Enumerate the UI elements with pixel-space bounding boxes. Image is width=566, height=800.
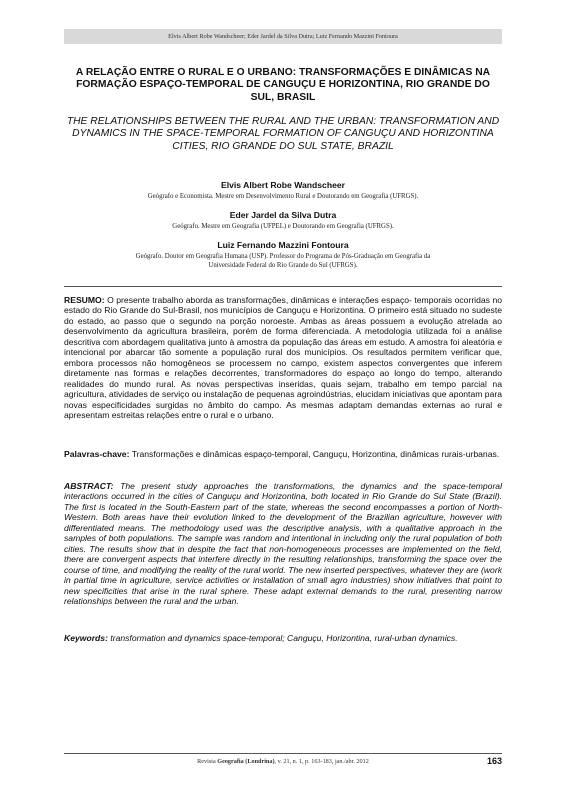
footer-journal: Geografia (Londrina)	[217, 758, 275, 765]
resumo-paragraph	[64, 295, 502, 420]
page-number: 163	[486, 756, 502, 766]
abstract-label: ABSTRACT:	[64, 481, 114, 491]
abstract-text: The present study approaches the transformations, the dynamics and the space-temporal interactions occurred in the cities of Canguçu and Horizontina, both located in Rio Grande do Sul State (Brazil). The first is located in the South-Eastern part of the state, whereas the second encompasses a portion of North-Western. Both areas have their evolution linked to the development of the Brazilian agriculture, however with differentiated means. The methodology used was the descriptive analysis, with a qualitative approach in the samples of both populations. The sample was random and intentional in including only the rural population of both cities. The results show that in despite the fact that non-homogeneous processes are implemented on the field, there are convergent aspects that interfere directly in the resulting relationships, transforming the space over the course of time, and modifying the reality of the rural world. The new inserted perspectives, whatever they are (work in partial time in agriculture, service activities or installation of small agro industries) show initiatives that point to new specificities that arise in the rural sphere. These adapt external demands to the rural, presenting narrow relationships between the rural and the urban.	[64, 481, 502, 606]
keywords-text: transformation and dynamics space-temporal; Canguçu, Horizontina, rural-urban dynamics.	[110, 633, 458, 643]
author-block-3	[64, 240, 502, 270]
resumo-text: O presente trabalho aborda as transformações, dinâmicas e interações espaço- temporais ocorridas no estado do Rio Grande do Sul-Brasil, nos municípios de Canguçu e Horizontina. O primeiro está situado no sudeste do estado, ao passo que o segundo na porção noroeste. Ambas as áreas possuem a evolução atrelada ao desenvolvimento da agricultura brasileira, porém de forma diferenciada. A metodologia utilizada foi a análise descritiva com abordagem qualitativa junto à amostra da população das áreas em estudo. A amostra foi aleatória e intencional por abarcar tão somente a população rural dos municípios. Os resultados permitem verificar que, embora processos não homogêneos se processem no campo, existem aspectos convergentes que inferem diretamente nas formas e relações decorrentes, transformadores do espaço ao longo do tempo, alterando realidades do mundo rural. As novas perspectivas inseridas, quais sejam, trabalho em tempo parcial na agricultura, atividades de serviço ou instalação de pequenas agroindústrias, elucidam iniciativas que apontam para novas especificidades surgidas no âmbito do campo. As mesmas adaptam demandas externas ao rural e apresentam estreitas relações entre o rural e o urbano.	[64, 295, 503, 420]
keywords-paragraph	[64, 633, 502, 643]
footer-issue: , v. 21, n. 1, p. 163-183, jan./abr. 2012	[274, 758, 369, 765]
author-affiliation: Geógrafo e Economista. Mestre em Desenvolvimento Rural e Doutorando em Geografia (UFRGS).	[147, 193, 419, 200]
author-affiliation: Geógrafo. Mestre em Geografia (UFPEL) e Doutorando em Geografia (UFRGS).	[172, 223, 394, 230]
author-block-2	[64, 210, 502, 231]
running-header: Elvis Albert Robe Wandscheer; Eder Jardel da Silva Dutra; Luiz Fernando Mazzini Fontoura	[64, 29, 502, 44]
resumo-label: RESUMO:	[64, 295, 105, 305]
keywords-label: Keywords:	[64, 633, 108, 643]
author-affiliation: Geógrafo. Doutor em Geografia Humana (USP). Professor do Programa de Pós-Graduação em Geografia da Universidade Federal do Rio Grande do Sul (UFRGS).	[135, 253, 431, 270]
footer-divider	[64, 753, 502, 754]
footer-prefix: Revista	[197, 758, 216, 765]
title-portuguese: A RELAÇÃO ENTRE O RURAL E O URBANO: TRANSFORMAÇÕES E DINÂMICAS NA FORMAÇÃO ESPAÇO-TEMPORAL DE CANGUÇU E HORIZONTINA, RIO GRANDE DO SUL, BRASIL	[75, 67, 491, 103]
author-name: Elvis Albert Robe Wandscheer	[220, 180, 345, 190]
author-name: Eder Jardel da Silva Dutra	[229, 210, 337, 220]
author-block-1	[64, 180, 502, 201]
footer-citation	[64, 757, 502, 766]
author-name: Luiz Fernando Mazzini Fontoura	[217, 240, 349, 250]
palavras-chave-text: Transformações e dinâmicas espaço-temporal, Canguçu, Horizontina, dinâmicas rurais-urbanas.	[131, 449, 500, 459]
palavras-chave-paragraph	[64, 449, 502, 459]
palavras-chave-label: Palavras-chave:	[64, 449, 130, 459]
title-english: THE RELATIONSHIPS BETWEEN THE RURAL AND THE URBAN: TRANSFORMATION AND DYNAMICS IN THE SPACE-TEMPORAL FORMATION OF CANGUÇU AND HORIZONTINA CITIES, RIO GRANDE DO SUL STATE, BRAZIL	[66, 116, 500, 152]
section-divider	[64, 286, 502, 287]
abstract-paragraph	[64, 481, 502, 606]
